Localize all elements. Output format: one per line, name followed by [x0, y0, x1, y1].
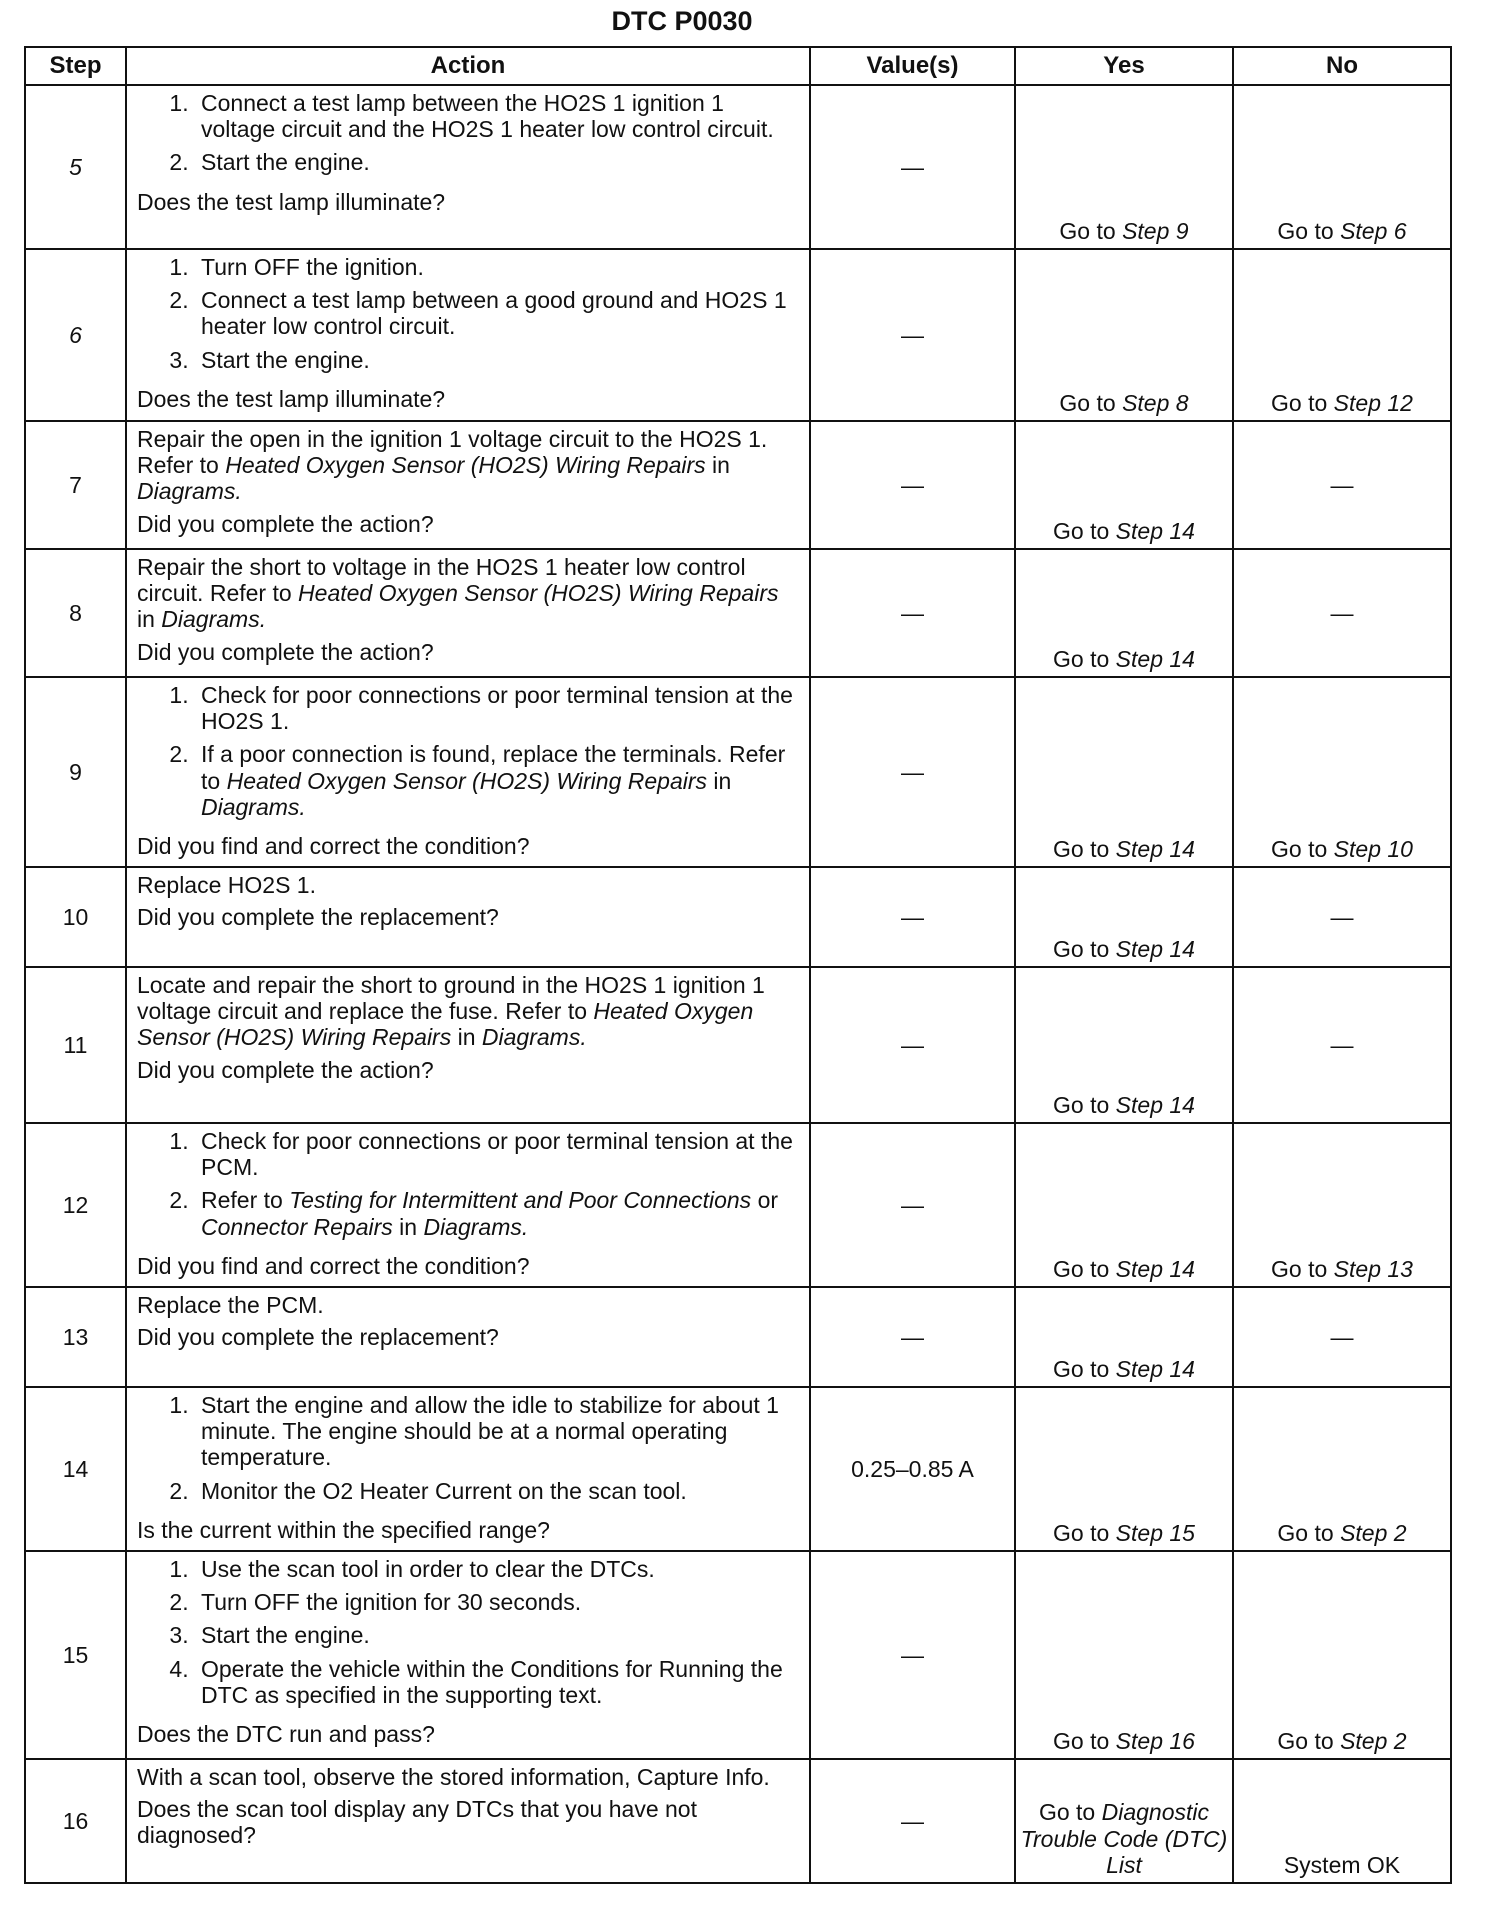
step-number: 5: [25, 85, 126, 249]
header-row: [25, 47, 1451, 85]
action-cell: [126, 677, 810, 867]
value-cell: —: [810, 677, 1015, 867]
value-cell: —: [810, 249, 1015, 421]
value-cell: 0.25–0.85 A: [810, 1387, 1015, 1551]
yes-cell: Go to Step 9: [1015, 85, 1233, 249]
step-number: 8: [25, 549, 126, 677]
header-step: Step: [25, 47, 126, 85]
action-question: Did you complete the replacement?: [137, 1324, 499, 1351]
action-question: Did you complete the action?: [137, 638, 434, 665]
action-item: 4. Operate the vehicle within the Conditions for Running the DTC as specified in the supporting text.: [195, 1656, 801, 1708]
no-cell: —: [1233, 421, 1451, 549]
action-item: 1. Turn OFF the ignition.: [195, 254, 801, 280]
action-cell: [126, 1123, 810, 1287]
table-row: [25, 967, 1451, 1123]
action-item: 2. If a poor connection is found, replace the terminals. Refer to Heated Oxygen Sensor (HO2S) Wiring Repairs in Diagrams.: [195, 741, 801, 820]
action-item: 2. Refer to Testing for Intermittent and Poor Connections or Connector Repairs in Diagrams.: [195, 1187, 801, 1239]
header-values: Value(s): [810, 47, 1015, 85]
step-number: 16: [25, 1759, 126, 1883]
action-cell: [126, 967, 810, 1123]
step-number: 15: [25, 1551, 126, 1759]
action-text: Repair the short to voltage in the HO2S 1 heater low control circuit. Refer to Heated Oxygen Sensor (HO2S) Wiring Repairs in Diagrams.: [137, 554, 779, 633]
yes-cell: Go to Step 16: [1015, 1551, 1233, 1759]
no-cell: Go to Step 10: [1233, 677, 1451, 867]
no-cell: —: [1233, 1287, 1451, 1387]
value-cell: —: [810, 1759, 1015, 1883]
action-cell: [126, 85, 810, 249]
action-question: Did you complete the action?: [137, 1056, 434, 1083]
action-cell: [126, 1759, 810, 1883]
table-row: [25, 1387, 1451, 1551]
step-number: 12: [25, 1123, 126, 1287]
action-item: 1. Check for poor connections or poor terminal tension at the PCM.: [195, 1128, 801, 1180]
action-item: 2. Connect a test lamp between a good ground and HO2S 1 heater low control circuit.: [195, 287, 801, 339]
action-question: Does the test lamp illuminate?: [137, 188, 446, 215]
action-cell: [126, 421, 810, 549]
header-action: Action: [126, 47, 810, 85]
table-row: [25, 1287, 1451, 1387]
table-row: [25, 1551, 1451, 1759]
yes-cell: Go to Step 14: [1015, 1287, 1233, 1387]
step-number: 10: [25, 867, 126, 967]
header-yes: Yes: [1015, 47, 1233, 85]
action-cell: [126, 1551, 810, 1759]
header-no: No: [1233, 47, 1451, 85]
no-cell: —: [1233, 549, 1451, 677]
yes-cell: Go to Step 14: [1015, 677, 1233, 867]
action-cell: [126, 1387, 810, 1551]
step-number: 6: [25, 249, 126, 421]
table-row: [25, 249, 1451, 421]
step-number: 13: [25, 1287, 126, 1387]
action-item: 2. Monitor the O2 Heater Current on the scan tool.: [195, 1478, 801, 1504]
no-cell: Go to Step 2: [1233, 1551, 1451, 1759]
action-item: 1. Use the scan tool in order to clear the DTCs.: [195, 1556, 801, 1582]
table-row: [25, 549, 1451, 677]
value-cell: —: [810, 1287, 1015, 1387]
value-cell: —: [810, 867, 1015, 967]
action-text: Repair the open in the ignition 1 voltage circuit to the HO2S 1. Refer to Heated Oxygen Sensor (HO2S) Wiring Repairs in Diagrams.: [137, 426, 768, 505]
action-question: Did you complete the action?: [137, 510, 434, 537]
action-item: 2. Turn OFF the ignition for 30 seconds.: [195, 1589, 801, 1615]
step-number: 11: [25, 967, 126, 1123]
table-row: [25, 1123, 1451, 1287]
value-cell: —: [810, 967, 1015, 1123]
action-question: Is the current within the specified range?: [137, 1516, 550, 1543]
yes-cell: Go to Step 15: [1015, 1387, 1233, 1551]
action-question: Did you find and correct the condition?: [137, 1252, 530, 1279]
action-question: Does the DTC run and pass?: [137, 1721, 435, 1748]
action-question: Does the test lamp illuminate?: [137, 385, 446, 412]
table-row: [25, 421, 1451, 549]
value-cell: —: [810, 85, 1015, 249]
no-cell: Go to Step 13: [1233, 1123, 1451, 1287]
action-cell: [126, 1287, 810, 1387]
action-question: Did you find and correct the condition?: [137, 833, 530, 860]
table-row: [25, 867, 1451, 967]
action-question: Does the scan tool display any DTCs that you have not diagnosed?: [137, 1796, 697, 1849]
no-cell: System OK: [1233, 1759, 1451, 1883]
no-cell: Go to Step 2: [1233, 1387, 1451, 1551]
value-cell: —: [810, 1123, 1015, 1287]
yes-cell: Go to Diagnostic Trouble Code (DTC) List: [1015, 1759, 1233, 1883]
action-question: Did you complete the replacement?: [137, 904, 499, 931]
yes-cell: Go to Step 14: [1015, 421, 1233, 549]
action-item: 1. Start the engine and allow the idle to stabilize for about 1 minute. The engine should be at a normal operating temperature.: [195, 1392, 801, 1471]
action-item: 1. Check for poor connections or poor terminal tension at the HO2S 1.: [195, 682, 801, 734]
table-row: [25, 85, 1451, 249]
action-text: Replace HO2S 1.: [137, 872, 316, 898]
yes-cell: Go to Step 14: [1015, 867, 1233, 967]
table-row: [25, 1759, 1451, 1883]
step-number: 9: [25, 677, 126, 867]
value-cell: —: [810, 1551, 1015, 1759]
action-item: 1. Connect a test lamp between the HO2S 1 ignition 1 voltage circuit and the HO2S 1 heater low control circuit.: [195, 90, 801, 142]
diagnostic-table: [24, 46, 1452, 1884]
action-item: 3. Start the engine.: [195, 347, 801, 373]
yes-cell: Go to Step 14: [1015, 549, 1233, 677]
value-cell: —: [810, 549, 1015, 677]
action-text: Replace the PCM.: [137, 1292, 324, 1318]
action-item: 2. Start the engine.: [195, 149, 801, 175]
yes-cell: Go to Step 14: [1015, 1123, 1233, 1287]
action-text: With a scan tool, observe the stored information, Capture Info.: [137, 1764, 770, 1790]
no-cell: Go to Step 6: [1233, 85, 1451, 249]
action-cell: [126, 249, 810, 421]
step-number: 14: [25, 1387, 126, 1551]
no-cell: —: [1233, 867, 1451, 967]
page-title: DTC P0030: [611, 6, 753, 36]
no-cell: Go to Step 12: [1233, 249, 1451, 421]
action-cell: [126, 549, 810, 677]
value-cell: —: [810, 421, 1015, 549]
action-text: Locate and repair the short to ground in the HO2S 1 ignition 1 voltage circuit and replace the fuse. Refer to Heated Oxygen Sensor (HO2S) Wiring Repairs in Diagrams.: [137, 972, 765, 1051]
table-row: [25, 677, 1451, 867]
yes-cell: Go to Step 14: [1015, 967, 1233, 1123]
action-item: 3. Start the engine.: [195, 1622, 801, 1648]
no-cell: —: [1233, 967, 1451, 1123]
action-cell: [126, 867, 810, 967]
yes-cell: Go to Step 8: [1015, 249, 1233, 421]
step-number: 7: [25, 421, 126, 549]
